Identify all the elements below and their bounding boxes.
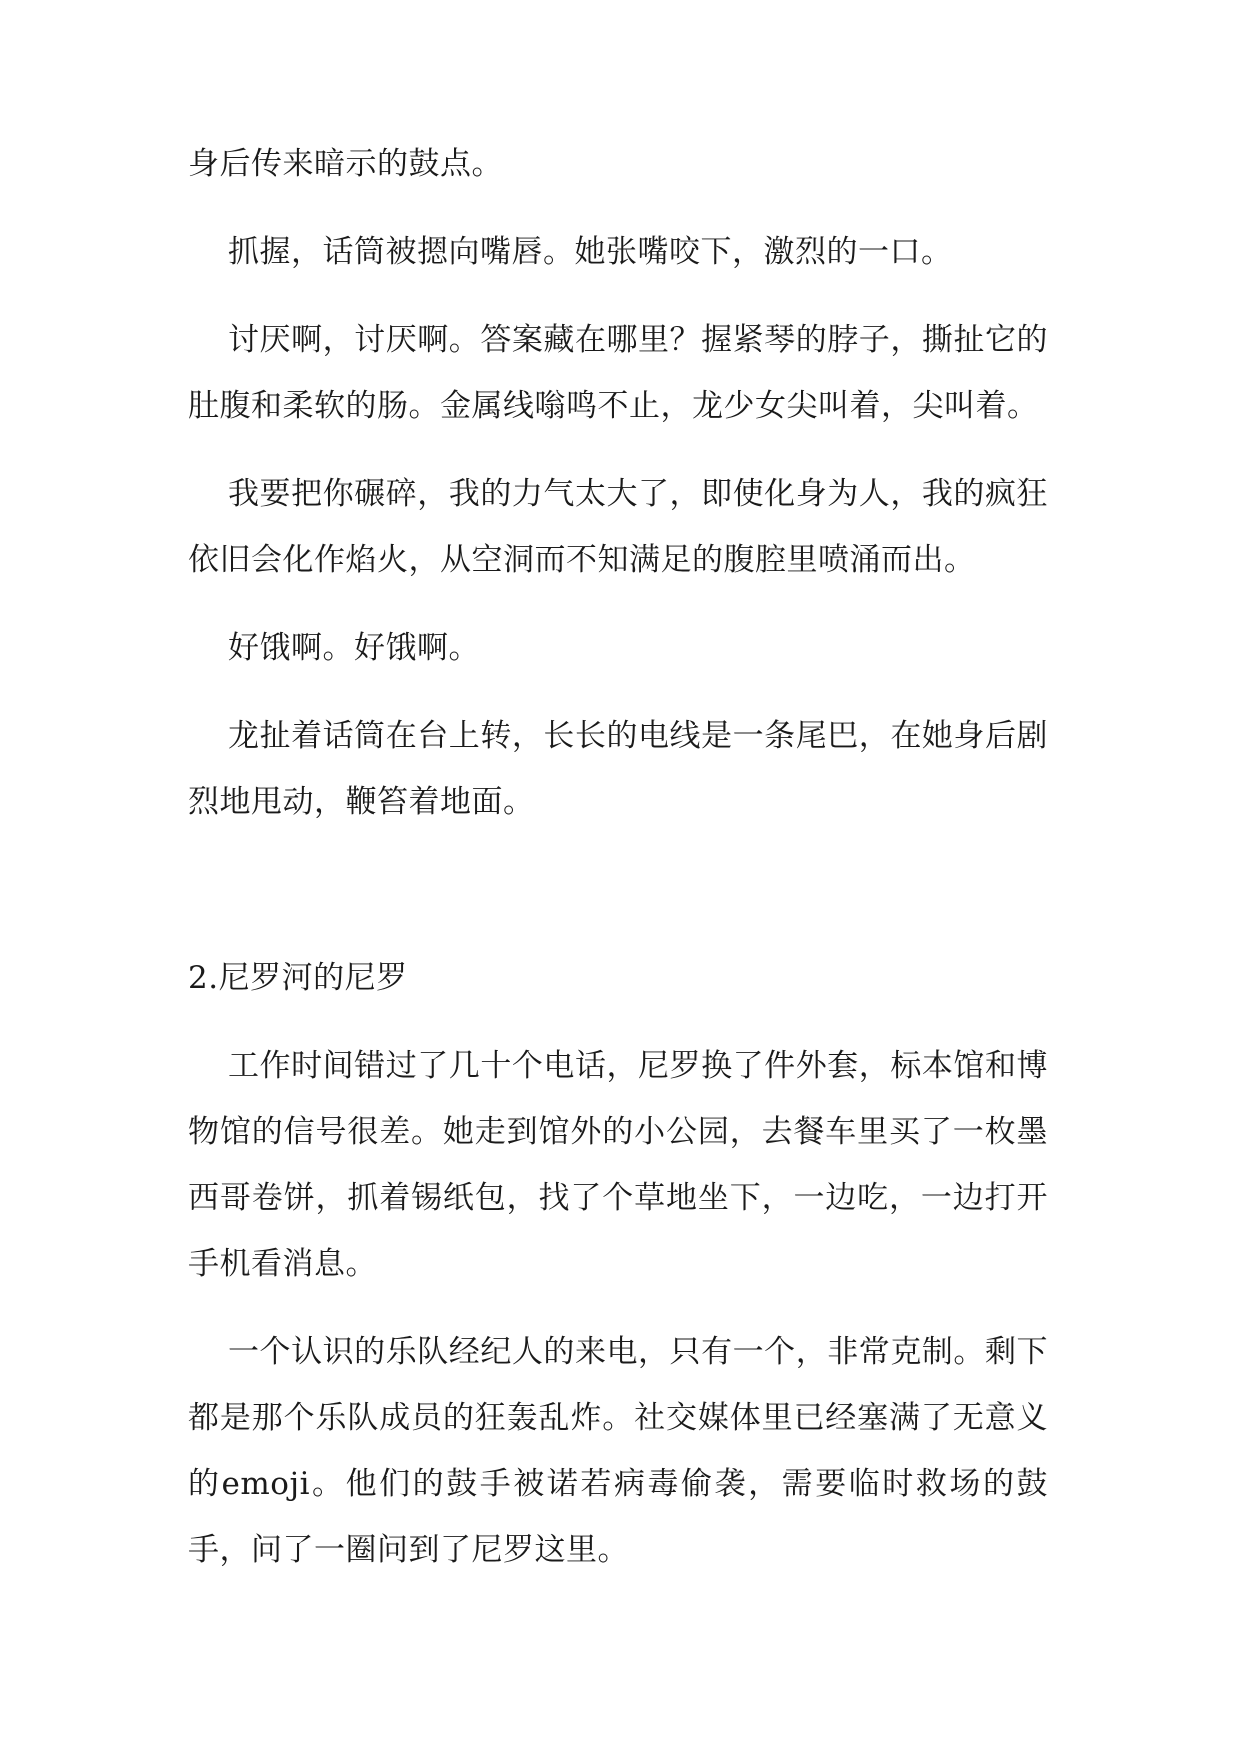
paragraph-missed-calls: 工作时间错过了几十个电话，尼罗换了件外套，标本馆和博物馆的信号很差。她走到馆外的小公园，去餐车里买了一枚墨西哥卷饼，抓着锡纸包，找了个草地坐下，一边吃，一边打开手机看消息。	[188, 1048, 1048, 1282]
paragraph-band-manager: 一个认识的乐队经纪人的来电，只有一个，非常克制。剩下都是那个乐队成员的狂轰乱炸。社交媒体里已经塞满了无意义的emoji。他们的鼓手被诺若病毒偷袭，需要临时救场的鼓手，问了一圈问到了尼罗这里。	[188, 1334, 1048, 1568]
paragraph-hungry: 好饿啊。好饿啊。	[228, 630, 480, 666]
paragraph-where-answer: 讨厌啊，讨厌啊。答案藏在哪里？握紧琴的脖子，撕扯它的肚腹和柔软的肠。金属线嗡鸣不止，龙少女尖叫着，尖叫着。	[188, 322, 1048, 424]
body-text	[188, 131, 1048, 1605]
paragraph-grip-microphone: 抓握，话筒被摁向嘴唇。她张嘴咬下，激烈的一口。	[228, 234, 953, 270]
paragraph-crush-you: 我要把你碾碎，我的力气太大了，即使化身为人，我的疯狂依旧会化作焰火，从空洞而不知满足的腹腔里喷涌而出。	[188, 476, 1048, 578]
paragraph-drum-beat: 身后传来暗示的鼓点。	[188, 146, 503, 182]
section-heading: 2.尼罗河的尼罗	[188, 960, 408, 996]
section-spacer	[188, 857, 1048, 945]
paragraph-dragon-tail: 龙扯着话筒在台上转，长长的电线是一条尾巴，在她身后剧烈地甩动，鞭笞着地面。	[188, 718, 1048, 820]
